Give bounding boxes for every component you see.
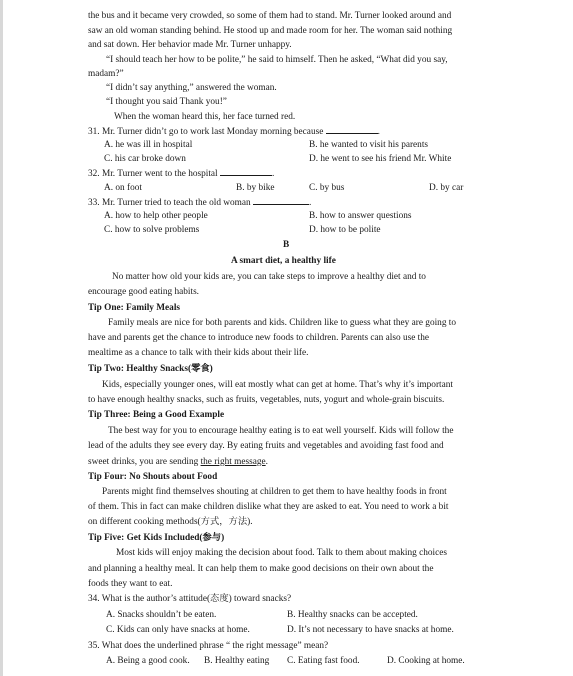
question-32 xyxy=(88,166,274,182)
option-33-d: D. how to be polite xyxy=(309,225,381,235)
tip-line: lead of the adults they see every day. By eating fruits and vegetables and avoiding fast food and xyxy=(88,441,444,451)
option-32-d: D. by car xyxy=(429,183,464,193)
option-31-a: A. he was ill in hospital xyxy=(104,140,193,150)
option-32-b: B. by bike xyxy=(236,183,275,193)
intro-line: No matter how old your kids are, you can take steps to improve a healthy diet and to xyxy=(112,272,426,282)
option-35-b: B. Healthy eating xyxy=(204,656,270,666)
question-end: . xyxy=(271,169,275,179)
question-end: . xyxy=(377,127,380,137)
answer-blank xyxy=(326,124,378,134)
story-line: the bus and it became very crowded, so some of them had to stand. Mr. Turner looked around and xyxy=(88,11,452,21)
tip-heading: Tip One: Family Meals xyxy=(88,303,181,313)
story-line: saw an old woman standing behind. He stood up and made room for her. The woman said nothing xyxy=(88,26,453,36)
option-34-a: A. Snacks shouldn’t be eaten. xyxy=(106,610,217,620)
underlined-phrase: the right message xyxy=(200,457,266,467)
tip-line: have and parents get the chance to introduce new foods to children. Parents can also use the xyxy=(88,333,430,343)
option-35-a: A. Being a good cook. xyxy=(106,656,190,666)
answer-blank xyxy=(253,195,309,205)
tip-line: mealtime as a chance to talk with their kids about their life. xyxy=(88,348,309,358)
option-33-b: B. how to answer questions xyxy=(309,211,412,221)
option-31-b: B. he wanted to visit his parents xyxy=(309,140,429,150)
story-line: madam?” xyxy=(88,69,124,79)
option-35-d: D. Cooking at home. xyxy=(387,656,465,666)
tip-line: foods they want to eat. xyxy=(88,579,173,589)
question-stem: 32. Mr. Turner went to the hospital xyxy=(88,169,218,179)
tip-heading: Tip Two: Healthy Snacks(零食) xyxy=(88,364,213,374)
option-35-c: C. Eating fast food. xyxy=(287,656,360,666)
question-34: 34. What is the author’s attitude(态度) toward snacks? xyxy=(88,594,292,604)
option-31-c: C. his car broke down xyxy=(104,154,186,164)
option-34-b: B. Healthy snacks can be accepted. xyxy=(287,610,418,620)
tip-heading: Tip Three: Being a Good Example xyxy=(88,410,225,420)
tip-line: Kids, especially younger ones, will eat mostly what can get at home. That’s why it’s important xyxy=(102,380,453,390)
tip-line: sweet drinks, you are sending the right message. xyxy=(88,457,268,467)
option-34-c: C. Kids can only have snacks at home. xyxy=(106,625,250,635)
tip-line: The best way for you to encourage healthy eating is to eat well yourself. Kids will follow the xyxy=(108,426,454,436)
question-35: 35. What does the underlined phrase “ the right message” mean? xyxy=(88,641,329,651)
left-edge-shadow xyxy=(0,0,3,676)
section-letter: B xyxy=(283,240,290,250)
tip-heading: Tip Four: No Shouts about Food xyxy=(88,472,218,482)
option-34-d: D. It’s not necessary to have snacks at home. xyxy=(287,625,454,635)
question-stem: 33. Mr. Turner tried to teach the old woman xyxy=(88,198,251,208)
passage-title: A smart diet, a healthy life xyxy=(231,256,336,266)
tip-line: Most kids will enjoy making the decision about food. Talk to them about making choices xyxy=(116,548,447,558)
tip-line: and planning a healthy meal. It can help them to make good decisions on their own about the xyxy=(88,564,434,574)
story-line: “I thought you said Thank you!” xyxy=(106,97,227,107)
option-32-a: A. on foot xyxy=(104,183,142,193)
option-33-c: C. how to solve problems xyxy=(104,225,200,235)
option-33-a: A. how to help other people xyxy=(104,211,208,221)
option-32-c: C. by bus xyxy=(309,183,345,193)
answer-blank xyxy=(220,166,272,176)
tip-heading: Tip Five: Get Kids Included(参与) xyxy=(88,533,225,543)
tip-line: Parents might find themselves shouting at children to get them to have healthy foods in front xyxy=(102,487,447,497)
story-line: “I should teach her how to be polite,” he said to himself. Then he asked, “What did you say, xyxy=(106,55,448,65)
story-line: When the woman heard this, her face turned red. xyxy=(114,112,296,122)
tip-line: to have enough healthy snacks, such as fruits, vegetables, nuts, yogurt and whole-grain biscuits. xyxy=(88,395,445,405)
intro-line: encourage good eating habits. xyxy=(88,287,200,297)
tip-line: of them. This in fact can make children dislike what they are asked to eat. You need to work a bit xyxy=(88,502,449,512)
question-stem: 31. Mr. Turner didn’t go to work last Monday morning because xyxy=(88,127,324,137)
option-31-d: D. he went to see his friend Mr. White xyxy=(309,154,452,164)
tip-line: on different cooking methods(方式，方法). xyxy=(88,517,253,527)
tip-line: Family meals are nice for both parents and kids. Children like to guess what they are going to xyxy=(108,318,457,328)
story-line: and sat down. Her behavior made Mr. Turner unhappy. xyxy=(88,40,292,50)
question-end: . xyxy=(309,198,312,208)
story-line: “I didn’t say anything,” answered the woman. xyxy=(106,83,277,93)
